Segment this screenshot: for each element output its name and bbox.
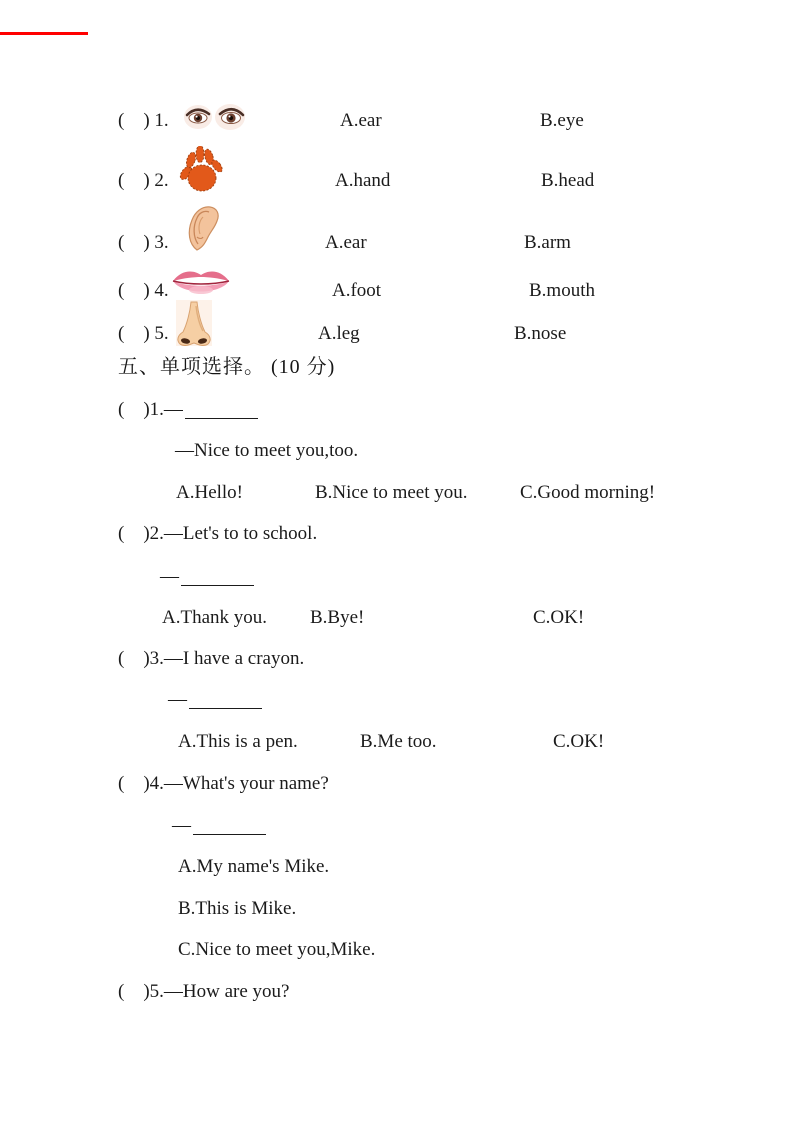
match-item-3-option-b: B.arm [524,232,571,253]
match-item-3-option-a: A.ear [325,232,367,253]
match-item-5-bracket: ( ) 5. [118,323,169,344]
q5-stem: ( )5.—How are you? [118,981,290,1002]
match-item-5-option-a: A.leg [318,323,360,344]
q1-answer-blank [185,416,258,419]
nose-image [172,300,216,348]
q4-option-c: C.Nice to meet you,Mike. [178,939,376,960]
q1-stem [118,399,258,422]
q3-reply-line [168,689,262,712]
q4-stem: ( )4.—What's your name? [118,773,329,794]
match-item-5-option-b: B.nose [514,323,567,344]
match-item-1-bracket: ( ) 1. [118,110,169,131]
match-item-4-bracket: ( ) 4. [118,280,169,301]
q3-answer-blank [189,706,262,709]
q3-option-b: B.Me too. [360,731,437,752]
q1-option-a: A.Hello! [176,482,244,503]
match-item-1-option-b: B.eye [540,110,584,131]
q2-option-c: C.OK! [533,607,585,628]
q1-reply: —Nice to meet you,too. [175,440,359,461]
q4-option-a: A.My name's Mike. [178,856,330,877]
q2-option-b: B.Bye! [310,607,365,628]
match-item-2-bracket: ( ) 2. [118,170,169,191]
q3-option-c: C.OK! [553,731,605,752]
q2-option-a: A.Thank you. [162,607,268,628]
match-item-2-option-a: A.hand [335,170,391,191]
match-item-3-bracket: ( ) 3. [118,232,169,253]
hand-image [177,146,227,194]
q4-option-b: B.This is Mike. [178,898,297,919]
q1-option-b: B.Nice to meet you. [315,482,468,503]
q4-reply-line [172,815,266,838]
q2-reply-lead: — [160,566,179,587]
q2-answer-blank [181,583,254,586]
eyes-image [183,101,247,133]
ear-image [184,204,224,252]
q4-reply-lead: — [172,815,191,836]
q3-stem: ( )3.—I have a crayon. [118,648,305,669]
q2-reply-line [160,566,254,589]
q3-reply-lead: — [168,689,187,710]
q1-bracket-lead: ( )1.— [118,399,183,420]
match-item-1-option-a: A.ear [340,110,382,131]
q1-option-c: C.Good morning! [520,482,656,503]
mouth-image [170,261,232,303]
q4-answer-blank [193,832,266,835]
q3-option-a: A.This is a pen. [178,731,298,752]
match-item-4-option-a: A.foot [332,280,382,301]
red-margin-line [0,32,88,35]
match-item-2-option-b: B.head [541,170,595,191]
section-title: 五、单项选择。 (10 分) [118,356,336,378]
q2-stem: ( )2.—Let's to to school. [118,523,318,544]
match-item-4-option-b: B.mouth [529,280,595,301]
